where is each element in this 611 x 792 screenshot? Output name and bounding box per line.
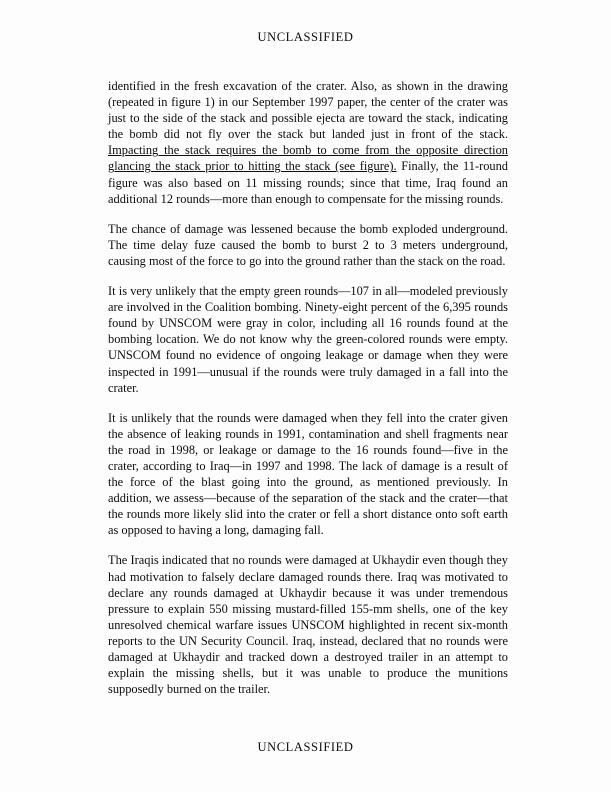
text-run: Finally, the 11-round figure was also based on 11 missing rounds; since that time, Iraq found an additional 12 rounds—more than enough to compensate for the missing rounds. (108, 159, 508, 206)
underlined-text-run: Impacting the stack requires the bomb to come from the opposite direction glancing the stack prior to hitting the stack (see figure). (108, 143, 508, 174)
body-paragraph (108, 78, 508, 207)
header-classification-banner: UNCLASSIFIED (257, 30, 354, 44)
text-run: It is unlikely that the rounds were damaged when they fell into the crater given the absence of leaking rounds in 1991, contamination and shell fragments near the road in 1998, or leakage or damage to the 16 rounds found—five in the crater, according to Iraq—in 1997 and 1998. The lack of damage is a result of the force of the blast going into the ground, as mentioned previously. In addition, we assess—because of the separation of the stack and the crater—that the rounds more likely slid into the crater or fell a short distance onto soft earth as opposed to having a long, damaging fall. (108, 410, 508, 538)
text-run: identified in the fresh excavation of the crater. Also, as shown in the drawing (repeated in figure 1) in our September 1997 paper, the center of the crater was just to the side of the stack and possible ejecta are toward the stack, indicating the bomb did not fly over the stack but landed just in front of the stack. (108, 79, 508, 142)
body-paragraph (108, 221, 508, 269)
body-paragraph (108, 410, 508, 539)
document-body (108, 78, 508, 697)
text-run: It is very unlikely that the empty green rounds—107 in all—modeled previously are involved in the Coalition bombing. Ninety-eight percent of the 6,395 rounds found by UNSCOM were gray in color, including all 16 rounds found at the bombing location. We do not know why the green-colored rounds were empty. UNSCOM found no evidence of ongoing leakage or damage when they were inspected in 1991—unusual if the rounds were truly damaged in a fall into the crater. (108, 284, 508, 395)
footer-classification-banner: UNCLASSIFIED (257, 740, 354, 754)
text-run: The chance of damage was lessened because the bomb exploded underground. The time delay fuze caused the bomb to burst 2 to 3 meters underground, causing most of the force to go into the ground rather than the stack on the road. (108, 221, 508, 268)
body-paragraph (108, 283, 508, 396)
body-paragraph (108, 552, 508, 697)
text-run: The Iraqis indicated that no rounds were damaged at Ukhaydir even though they had motivation to falsely declare damaged rounds there. Iraq was motivated to declare any rounds damaged at Ukhaydir because it was under tremendous pressure to explain 550 missing mustard-filled 155-mm shells, one of the key unresolved chemical warfare issues UNSCOM highlighted in recent six-month reports to the UN Security Council. Iraq, instead, declared that no rounds were damaged at Ukhaydir and tracked down a destroyed trailer in an attempt to explain the missing shells, but it was unable to produce the munitions supposedly burned on the trailer. (108, 553, 508, 697)
